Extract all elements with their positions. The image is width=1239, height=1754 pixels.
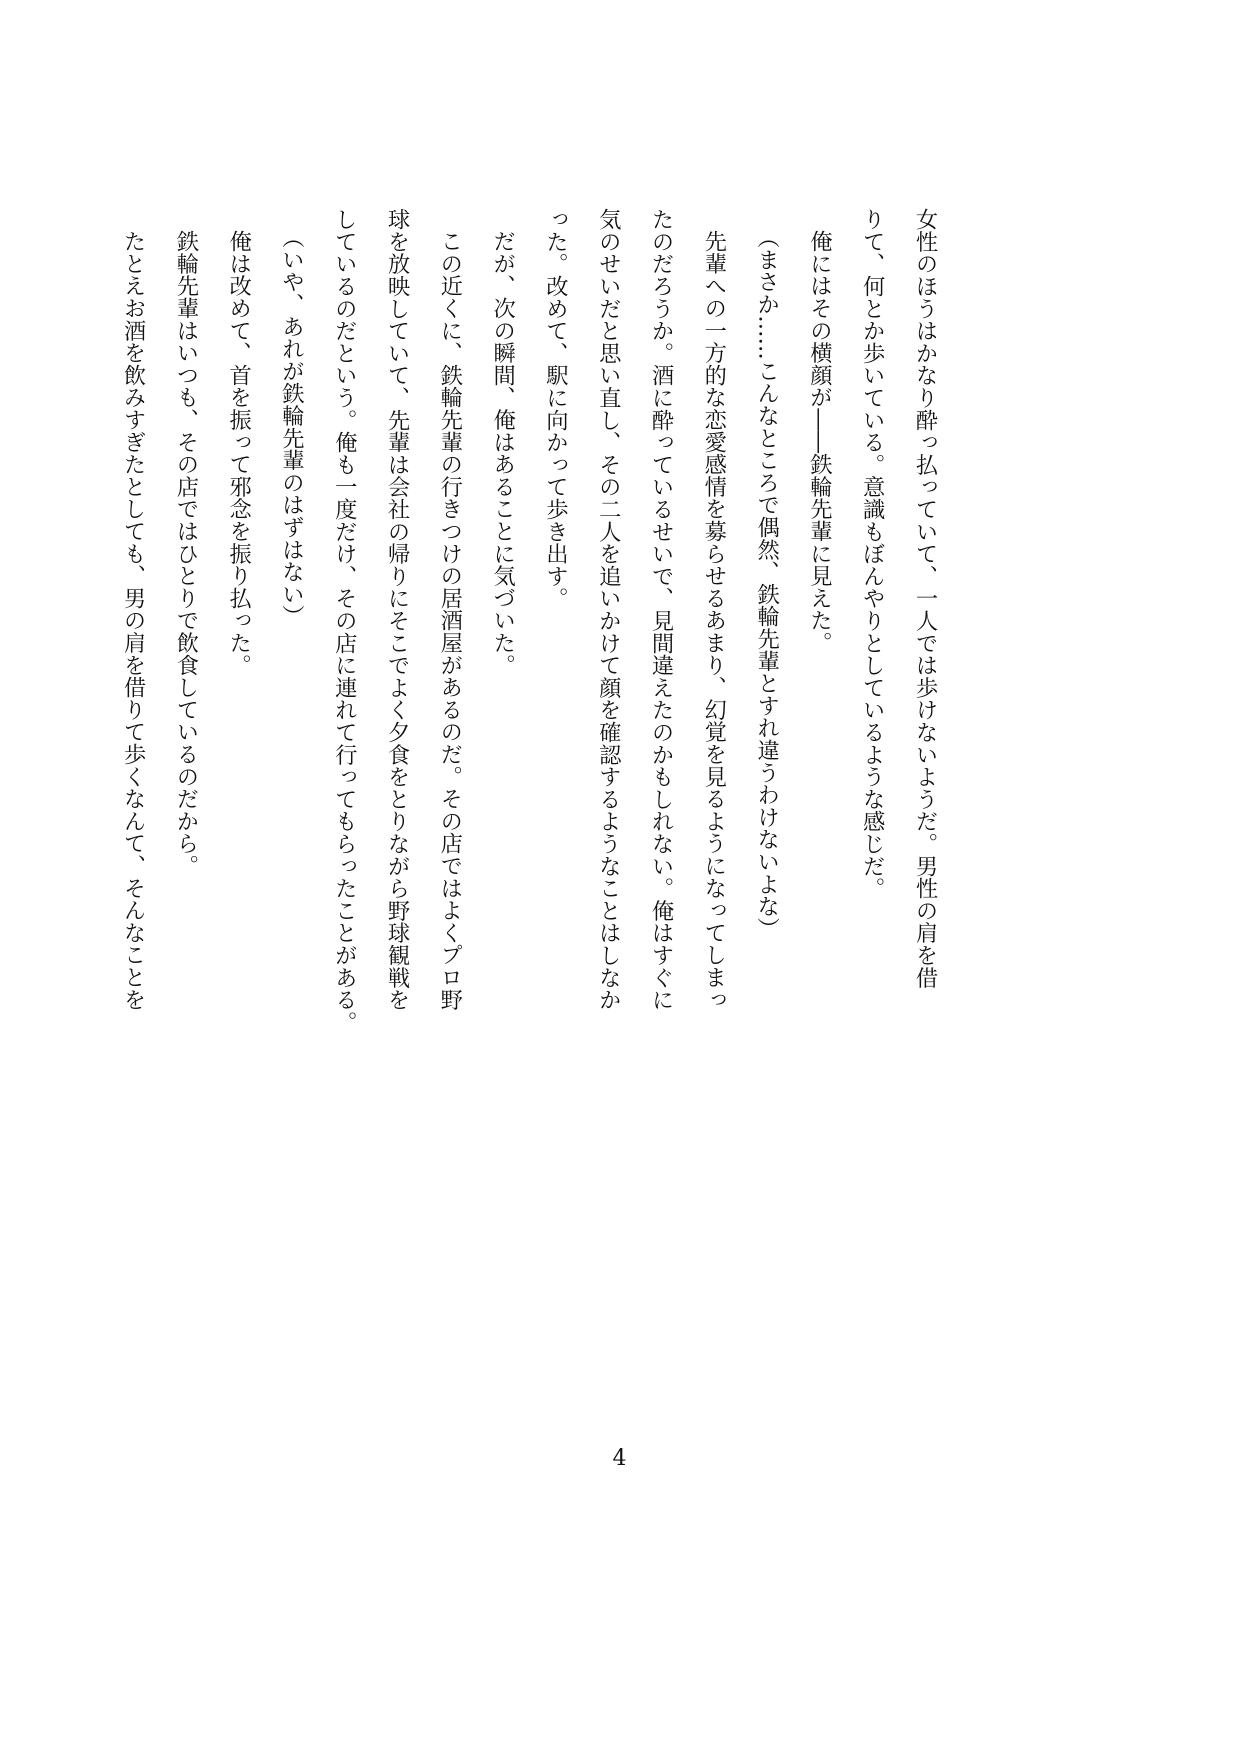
text-line: 鉄輪先輩はいつも、その店ではひとりで飲食しているのだから。 — [172, 230, 199, 877]
text-line: たとえお酒を飲みすぎたとしても、男の肩を借りて歩くなんて、そんなことを — [120, 230, 147, 1011]
text-line: 俺にはその横顔が――鉄輪先輩に見えた。 — [806, 230, 833, 654]
text-line: 先輩への一方的な恋愛感情を募らせるあまり、幻覚を見るようになってしまっ — [700, 230, 727, 1011]
text-line: たのだろうか。酒に酔っているせいで、見間違えたのかもしれない。俺はすぐに — [648, 208, 675, 1011]
text-line: った。改めて、駅に向かって歩き出す。 — [542, 208, 569, 610]
text-line: この近くに、鉄輪先輩の行きつけの居酒屋があるのだ。その店ではよくプロ野 — [436, 230, 463, 1011]
text-line: （いや、あれが鉄輪先輩のはずはない） — [278, 226, 305, 628]
text-line: 女性のほうはかなり酔っ払っていて、一人では歩けないようだ。男性の肩を借 — [912, 208, 938, 989]
text-line: しているのだという。俺も一度だけ、その店に連れて行ってもらったことがある。 — [331, 208, 358, 1034]
page-number: 4 — [612, 1446, 627, 1471]
text-line: だが、次の瞬間、俺はあることに気づいた。 — [489, 230, 516, 677]
text-line: りて、何とか歩いている。意識もぼんやりとしているような感じだ。 — [859, 208, 886, 900]
text-line: 俺は改めて、首を振って邪念を振り払った。 — [225, 230, 252, 677]
text-line: 気のせいだと思い直し、その二人を追いかけて顔を確認するようなことはしなか — [595, 208, 622, 1011]
vertical-body-text — [106, 208, 951, 1034]
text-line: 球を放映していて、先輩は会社の帰りにそこでよく夕食をとりながら野球観戦を — [384, 208, 411, 1011]
text-line: （まさか……こんなところで偶然、鉄輪先輩とすれ違うわけないよな） — [753, 226, 780, 940]
